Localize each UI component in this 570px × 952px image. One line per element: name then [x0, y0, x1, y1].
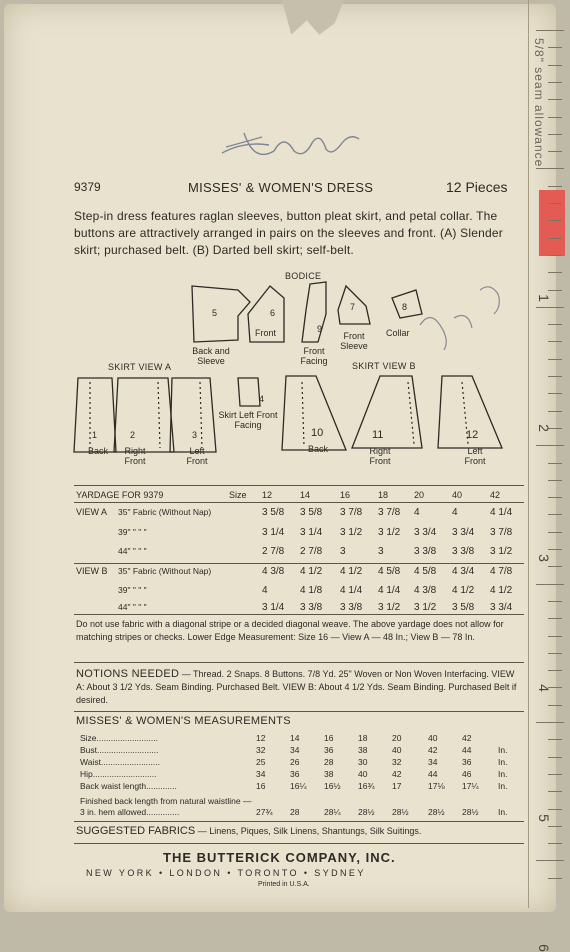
measurement-value: 14 — [290, 733, 300, 743]
measurement-value: 38 — [324, 769, 334, 779]
ruler-tick — [548, 341, 562, 342]
yardage-value: 3 3/4 — [452, 527, 475, 538]
yardage-value: 4 7/8 — [490, 566, 513, 577]
divider — [74, 662, 524, 663]
ruler-tick — [548, 878, 562, 879]
ruler-tick — [548, 497, 562, 498]
piece-7-name: Front Sleeve — [340, 331, 368, 351]
measurement-value: 34 — [428, 757, 438, 767]
ruler-tick — [548, 532, 562, 533]
ruler-tick — [548, 376, 562, 377]
ruler-tick — [548, 290, 562, 291]
measurement-value: 16½ — [324, 781, 341, 791]
yardage-value: 3 3/8 — [300, 602, 323, 613]
yardage-value: 3 — [340, 546, 346, 557]
printed-in: Printed in U.S.A. — [258, 881, 310, 888]
measurement-label: Bust.......................... — [80, 745, 159, 755]
measurement-value: 17⅛ — [428, 781, 445, 791]
yardage-value: 4 3/4 — [452, 566, 475, 577]
pencil-scribble — [410, 270, 510, 360]
measurement-value: In. — [498, 769, 508, 779]
ruler-tick — [548, 809, 562, 810]
notions — [76, 668, 524, 707]
ruler-tick — [536, 445, 564, 446]
yardage-size: 42 — [490, 490, 501, 500]
measurement-value: 46 — [462, 769, 472, 779]
yardage-size-label: Size — [229, 490, 247, 500]
bodice-label: BODICE — [285, 271, 322, 281]
yardage-value: 3 1/4 — [300, 527, 323, 538]
yardage-value: 4 3/8 — [262, 566, 285, 577]
ruler-inch-number: 1 — [535, 294, 552, 302]
measurement-value: 18 — [358, 733, 368, 743]
piece-2-name: Right Front — [124, 446, 146, 466]
yardage-value: 4 1/2 — [300, 566, 323, 577]
ruler-inch-number: 3 — [535, 554, 552, 562]
ruler-tick — [548, 705, 562, 706]
skirt-a-label: SKIRT VIEW A — [108, 362, 172, 372]
ruler-tick — [548, 601, 562, 602]
finished-value: 27¾ — [256, 807, 273, 817]
ruler-tick — [548, 757, 562, 758]
pattern-number: 9379 — [74, 180, 101, 194]
ruler-tick — [548, 480, 562, 481]
yardage-size: 18 — [378, 490, 389, 500]
ruler-tick — [548, 238, 562, 239]
piece-3-num: 3 — [192, 430, 198, 440]
piece-12-name: Left Front — [464, 446, 486, 466]
yardage-value: 3 3/8 — [414, 546, 437, 557]
yardage-value: 3 7/8 — [340, 507, 363, 518]
piece-1-shape — [74, 378, 116, 452]
divider — [74, 711, 524, 712]
measurement-value: 34 — [290, 745, 300, 755]
yardage-value: 3 7/8 — [490, 527, 513, 538]
yardage-view: VIEW A — [76, 507, 108, 517]
ruler-inch-number: 6 — [535, 944, 552, 952]
finished-sub: 3 in. hem allowed.............. — [80, 807, 180, 817]
yardage-value: 4 1/8 — [300, 585, 323, 596]
notions-text: — Thread. 2 Snaps. 8 Buttons. 7/8 Yd. 25" Woven or Non Woven Interfacing. VIEW A: About 3 1/2 Yds. Seam Binding. Purchased Belt. VIEW B: About 4 1/2 Yds. Seam Binding. Purchased Belt if desired. — [76, 669, 517, 705]
piece-12-num: 12 — [466, 429, 479, 441]
measurement-value: In. — [498, 745, 508, 755]
yardage-size: 12 — [262, 490, 273, 500]
yardage-note: Do not use fabric with a diagonal stripe or a decided diagonal weave. The above yardage does not allow for matching stripes or checks. Lower Edge Measurement: Size 16 — View A — 48 In.; View B — 78 In. — [76, 619, 504, 642]
ruler-tick — [548, 774, 562, 775]
piece-11-num: 11 — [372, 429, 384, 441]
ruler-tick — [536, 584, 564, 585]
piece-count: 12 Pieces — [446, 179, 508, 195]
ruler-tick — [548, 203, 562, 204]
ruler-tick — [548, 47, 562, 48]
yardage-value: 3 3/8 — [452, 546, 475, 557]
ruler-tick — [548, 618, 562, 619]
ruler-tick — [548, 324, 562, 325]
yardage-value: 4 — [452, 507, 458, 518]
divider — [74, 843, 524, 844]
yardage-value: 3 5/8 — [262, 507, 285, 518]
measurement-value: 30 — [358, 757, 368, 767]
measurement-value: 36 — [324, 745, 334, 755]
finished-label: Finished back length from natural waistline — — [80, 796, 252, 806]
piece-3-name: Left Front — [186, 446, 208, 466]
yardage-size: 40 — [452, 490, 463, 500]
measurement-value: 26 — [290, 757, 300, 767]
measurement-value: 44 — [462, 745, 472, 755]
finished-value: 28 — [290, 807, 300, 817]
measurement-label: Waist......................... — [80, 757, 160, 767]
ruler-tick — [548, 636, 562, 637]
piece-6-name: Front — [255, 328, 277, 338]
yardage-value: 4 — [414, 507, 420, 518]
yardage-value: 3 1/2 — [340, 527, 363, 538]
ruler-tick — [536, 168, 564, 169]
measurements-title: MISSES' & WOMEN'S MEASUREMENTS — [76, 715, 291, 727]
yardage-value: 3 7/8 — [378, 507, 401, 518]
yardage-value: 4 1/2 — [490, 585, 513, 596]
ruler-tick — [548, 826, 562, 827]
yardage-fabric: 44" " " " — [118, 546, 147, 556]
ruler-tick — [548, 117, 562, 118]
yardage-value: 4 5/8 — [414, 566, 437, 577]
piece-3-shape — [170, 378, 216, 452]
measurement-label: Back waist length............. — [80, 781, 177, 791]
piece-1-num: 1 — [92, 430, 98, 440]
yardage-fabric: 39" " " " — [118, 527, 147, 537]
measurement-value: 42 — [392, 769, 402, 779]
ruler-tick — [548, 359, 562, 360]
finished-value: 28½ — [462, 807, 479, 817]
yardage-size: 20 — [414, 490, 425, 500]
finished-value: In. — [498, 807, 508, 817]
yardage-value: 3 1/2 — [414, 602, 437, 613]
handwritten-signature — [214, 113, 364, 168]
measurement-value: 40 — [358, 769, 368, 779]
yardage-fabric: 35" Fabric (Without Nap) — [118, 507, 212, 517]
yardage-view: VIEW B — [76, 566, 108, 576]
ruler-tick — [548, 99, 562, 100]
measurement-value: 20 — [392, 733, 402, 743]
yardage-value: 3 1/2 — [378, 602, 401, 613]
measurement-value: 17 — [392, 781, 402, 791]
notions-head: NOTIONS NEEDED — [76, 668, 180, 680]
piece-5-name: Back and Sleeve — [192, 346, 230, 366]
piece-9-shape — [302, 282, 326, 342]
description: Step-in dress features raglan sleeves, button pleat skirt, and petal collar. The buttons are attractively arranged in pairs on the sleeves and front. (A) Slender skirt; purchased belt. (B) Darted bell skirt; self-belt. — [74, 209, 503, 257]
yardage-value: 3 3/4 — [414, 527, 437, 538]
piece-4-name: Skirt Left Front Facing — [218, 410, 278, 430]
yardage-value: 4 — [262, 585, 268, 596]
yardage-fabric: 35" Fabric (Without Nap) — [118, 566, 212, 576]
ruler-label: 5/8" seam allowance — [532, 38, 546, 168]
measurement-value: 32 — [392, 757, 402, 767]
ruler-inch-number: 2 — [535, 424, 552, 432]
ruler-tick — [548, 65, 562, 66]
finished-value: 28¼ — [324, 807, 341, 817]
ruler-tick — [536, 860, 564, 861]
ruler-tick — [548, 514, 562, 515]
piece-2-num: 2 — [130, 430, 136, 440]
piece-5-shape — [192, 286, 250, 342]
yardage-fabric: 44" " " " — [118, 602, 147, 612]
measurement-value: 16 — [256, 781, 266, 791]
piece-4-num: 4 — [259, 394, 265, 404]
measurement-value: 16¾ — [358, 781, 375, 791]
ruler-tick — [548, 272, 562, 273]
finished-value: 28½ — [428, 807, 445, 817]
measurement-value: 42 — [428, 745, 438, 755]
ruler-tick — [548, 393, 562, 394]
piece-10-num: 10 — [311, 427, 324, 439]
yardage-value: 3 5/8 — [452, 602, 475, 613]
divider — [74, 563, 524, 564]
measurement-value: 36 — [462, 757, 472, 767]
measurement-value: 44 — [428, 769, 438, 779]
yardage-value: 3 1/2 — [378, 527, 401, 538]
yardage-value: 3 3/4 — [490, 602, 513, 613]
yardage-fabric: 39" " " " — [118, 585, 147, 595]
measurement-value: 40 — [428, 733, 438, 743]
finished-value: 28½ — [392, 807, 409, 817]
measurement-label: Size.......................... — [80, 733, 158, 743]
divider — [74, 821, 524, 822]
ruler-tick — [548, 566, 562, 567]
yardage-title: YARDAGE FOR 9379 — [76, 490, 164, 500]
measurement-value: 12 — [256, 733, 266, 743]
measurement-value: 16¼ — [290, 781, 307, 791]
ruler-tick — [548, 670, 562, 671]
piece-5-num: 5 — [212, 308, 218, 318]
company-cities: NEW YORK • LONDON • TORONTO • SYDNEY — [86, 868, 366, 878]
yardage-value: 2 7/8 — [300, 546, 323, 557]
ruler-tick — [548, 653, 562, 654]
ruler-tick — [548, 134, 562, 135]
yardage-size: 16 — [340, 490, 351, 500]
yardage-value: 4 5/8 — [378, 566, 401, 577]
ruler-tick — [548, 791, 562, 792]
yardage-value: 4 1/4 — [378, 585, 401, 596]
yardage-value: 4 1/2 — [340, 566, 363, 577]
piece-1-name: Back — [88, 446, 109, 456]
yardage-value: 2 7/8 — [262, 546, 285, 557]
yardage-value: 4 3/8 — [414, 585, 437, 596]
piece-6-num: 6 — [270, 308, 276, 318]
piece-2-shape — [114, 378, 174, 452]
divider — [74, 502, 524, 503]
yardage-value: 4 1/2 — [452, 585, 475, 596]
divider — [74, 614, 524, 615]
piece-9-name: Front Facing — [300, 346, 328, 366]
yardage-value: 3 1/2 — [490, 546, 513, 557]
divider — [74, 485, 524, 486]
measurement-value: 32 — [256, 745, 266, 755]
piece-9-num: 9 — [317, 324, 323, 334]
company-name: THE BUTTERICK COMPANY, INC. — [163, 850, 396, 865]
ruler-tick — [548, 151, 562, 152]
yardage-value: 4 1/4 — [490, 507, 513, 518]
ruler-inch-number: 5 — [535, 814, 552, 822]
ruler-tick — [548, 739, 562, 740]
piece-10-name: Back — [308, 444, 329, 454]
measurement-value: 28 — [324, 757, 334, 767]
measurement-value: 40 — [392, 745, 402, 755]
ruler-inch-number: 4 — [535, 684, 552, 692]
piece-4-shape — [238, 378, 260, 406]
measurement-value: 36 — [290, 769, 300, 779]
yardage-value: 3 — [378, 546, 384, 557]
measurement-value: 17¼ — [462, 781, 479, 791]
pattern-title: MISSES' & WOMEN'S DRESS — [188, 180, 374, 195]
piece-8-num: 8 — [402, 302, 408, 312]
yardage-value: 3 1/4 — [262, 527, 285, 538]
ruler-tick — [536, 307, 564, 308]
measurement-value: In. — [498, 757, 508, 767]
ruler-red-mark — [539, 190, 565, 256]
measurement-value: 34 — [256, 769, 266, 779]
measurement-value: 25 — [256, 757, 266, 767]
skirt-b-label: SKIRT VIEW B — [352, 361, 416, 371]
measurement-value: 42 — [462, 733, 472, 743]
ruler-tick — [548, 186, 562, 187]
measurement-value: 16 — [324, 733, 334, 743]
ruler-tick — [536, 722, 564, 723]
yardage-size: 14 — [300, 490, 311, 500]
measurement-label: Hip........................... — [80, 769, 157, 779]
yardage-value: 3 3/8 — [340, 602, 363, 613]
ruler-tick — [548, 463, 562, 464]
suggested-fabrics — [76, 825, 421, 837]
ruler-tick — [548, 82, 562, 83]
fabrics-head: SUGGESTED FABRICS — [76, 825, 196, 837]
fabrics-text: — Linens, Piques, Silk Linens, Shantungs, Silk Suitings. — [195, 826, 422, 836]
piece-8-name: Collar — [386, 328, 410, 338]
piece-11-name: Right Front — [369, 446, 391, 466]
yardage-value: 3 1/4 — [262, 602, 285, 613]
ruler-tick — [548, 843, 562, 844]
measurement-value: In. — [498, 781, 508, 791]
piece-7-num: 7 — [350, 302, 356, 312]
ruler-tick — [548, 255, 562, 256]
ruler-tick — [536, 30, 564, 31]
yardage-value: 4 1/4 — [340, 585, 363, 596]
yardage-value: 3 5/8 — [300, 507, 323, 518]
measurement-value: 38 — [358, 745, 368, 755]
ruler-tick — [548, 411, 562, 412]
ruler-tick — [548, 549, 562, 550]
ruler-tick — [548, 220, 562, 221]
finished-value: 28½ — [358, 807, 375, 817]
